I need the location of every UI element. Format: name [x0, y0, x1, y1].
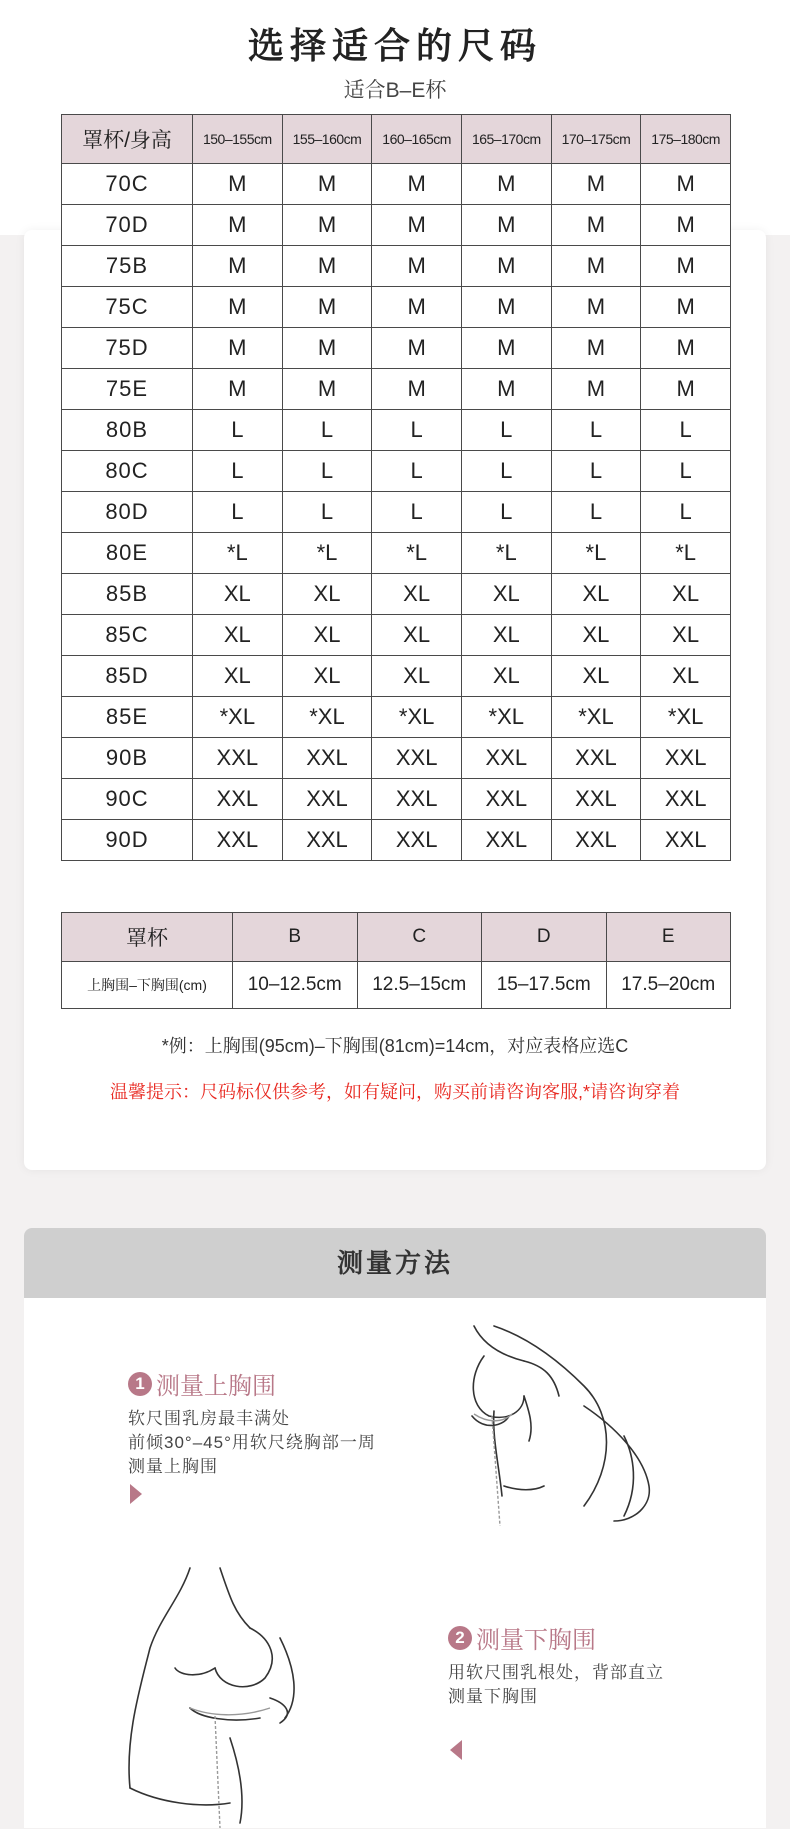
size-cell: M: [282, 328, 372, 369]
size-cell: L: [461, 451, 551, 492]
size-cell: XXL: [372, 820, 462, 861]
cup-size-cell: 75B: [62, 246, 193, 287]
size-cell: M: [372, 205, 462, 246]
size-cell: L: [551, 451, 641, 492]
size-table-row: [62, 738, 731, 779]
cup-header: E: [606, 913, 731, 962]
size-cell: L: [641, 492, 731, 533]
size-cell: M: [282, 287, 372, 328]
size-cell: *XL: [282, 697, 372, 738]
size-cell: M: [372, 287, 462, 328]
measure-header: 测量方法: [24, 1228, 766, 1298]
size-cell: XXL: [461, 820, 551, 861]
size-cell: *L: [461, 533, 551, 574]
step-upper-title: [128, 1366, 376, 1401]
size-cell: L: [461, 492, 551, 533]
measure-card: [24, 1228, 766, 1828]
step-under-line: 测量下胸围: [448, 1687, 538, 1706]
cup-size-cell: 80E: [62, 533, 193, 574]
step-upper-line: 软尺围乳房最丰满处: [128, 1409, 290, 1428]
size-cell: XXL: [372, 779, 462, 820]
size-table-row: [62, 205, 731, 246]
size-cell: *XL: [641, 697, 731, 738]
size-cell: M: [193, 328, 283, 369]
cup-size-cell: 90B: [62, 738, 193, 779]
size-table-row: [62, 574, 731, 615]
size-cell: M: [372, 369, 462, 410]
size-cell: XL: [193, 656, 283, 697]
size-cell: L: [372, 492, 462, 533]
size-cell: XL: [282, 656, 372, 697]
size-cell: XL: [551, 656, 641, 697]
size-cell: *L: [551, 533, 641, 574]
size-cell: XL: [641, 656, 731, 697]
size-cell: XXL: [461, 779, 551, 820]
arrow-left-icon: [450, 1740, 462, 1760]
cup-header: B: [233, 913, 358, 962]
height-header: 155–160cm: [282, 115, 372, 164]
size-cell: L: [551, 410, 641, 451]
size-cell: M: [461, 287, 551, 328]
page-subtitle: 适合B–E杯: [343, 79, 447, 102]
page-title: 选择适合的尺码: [247, 26, 542, 67]
size-cell: M: [282, 246, 372, 287]
size-cell: XL: [641, 615, 731, 656]
size-table-header: [62, 115, 731, 164]
size-cell: L: [372, 451, 462, 492]
size-cell: M: [193, 205, 283, 246]
step-under-line: 用软尺围乳根处，背部直立: [448, 1663, 664, 1682]
size-cell: XL: [551, 615, 641, 656]
size-table-row: [62, 164, 731, 205]
cup-size-cell: 85E: [62, 697, 193, 738]
size-cell: L: [551, 492, 641, 533]
cup-range: 17.5–20cm: [606, 962, 731, 1009]
size-cell: M: [372, 328, 462, 369]
size-cell: XXL: [551, 820, 641, 861]
size-cell: M: [641, 328, 731, 369]
size-table-corner: 罩杯/身高: [62, 115, 193, 164]
size-table-row: [62, 533, 731, 574]
size-table-row: [62, 287, 731, 328]
size-table-row: [62, 820, 731, 861]
cup-size-cell: 85D: [62, 656, 193, 697]
size-cell: M: [193, 369, 283, 410]
size-cell: L: [282, 410, 372, 451]
size-cell: XL: [282, 615, 372, 656]
size-cell: XL: [461, 615, 551, 656]
size-table-row: [62, 779, 731, 820]
height-header: 150–155cm: [193, 115, 283, 164]
size-cell: XL: [551, 574, 641, 615]
step-upper-label: 测量上胸围: [156, 1373, 276, 1400]
cup-table-row: [62, 962, 731, 1009]
step-upper-line: 前倾30°–45°用软尺绕胸部一周: [128, 1433, 376, 1452]
height-header: 160–165cm: [372, 115, 462, 164]
size-cell: *XL: [193, 697, 283, 738]
cup-header: D: [482, 913, 607, 962]
size-cell: *XL: [372, 697, 462, 738]
size-table-row: [62, 369, 731, 410]
step-under-text: [448, 1661, 664, 1709]
cup-range: 12.5–15cm: [357, 962, 482, 1009]
warm-tip: 温馨提示：尺码标仅供参考，如有疑问，购买前请咨询客服,*请咨询穿着: [109, 1082, 680, 1102]
size-cell: XL: [282, 574, 372, 615]
size-cell: M: [551, 328, 641, 369]
step-number-1: 1: [128, 1372, 152, 1396]
step-under-title: [448, 1620, 664, 1655]
example-text: *例：上胸围(95cm)–下胸围(81cm)=14cm，对应表格应选C: [161, 1036, 629, 1056]
size-table-row: [62, 615, 731, 656]
size-cell: M: [461, 328, 551, 369]
size-cell: XXL: [372, 738, 462, 779]
size-cell: L: [641, 410, 731, 451]
cup-size-cell: 80B: [62, 410, 193, 451]
under-bust-illustration: [120, 1558, 320, 1828]
cup-size-cell: 70D: [62, 205, 193, 246]
size-cell: L: [461, 410, 551, 451]
cup-size-cell: 75D: [62, 328, 193, 369]
size-cell: M: [282, 164, 372, 205]
size-cell: XXL: [282, 779, 372, 820]
size-cell: L: [193, 410, 283, 451]
size-cell: M: [193, 246, 283, 287]
cup-size-cell: 85C: [62, 615, 193, 656]
cup-size-cell: 70C: [62, 164, 193, 205]
size-cell: M: [372, 246, 462, 287]
cup-row-label: 上胸围–下胸围(cm): [62, 962, 233, 1009]
size-cell: M: [551, 164, 641, 205]
size-cell: *L: [641, 533, 731, 574]
size-table-row: [62, 492, 731, 533]
size-cell: XXL: [641, 820, 731, 861]
size-table-row: [62, 697, 731, 738]
size-table-row: [62, 246, 731, 287]
size-cell: M: [282, 205, 372, 246]
size-cell: M: [461, 246, 551, 287]
size-cell: XXL: [551, 779, 641, 820]
upper-bust-illustration: [464, 1316, 684, 1526]
size-cell: XXL: [551, 738, 641, 779]
step-upper-bust: [128, 1366, 376, 1479]
size-cell: L: [193, 492, 283, 533]
size-cell: M: [641, 246, 731, 287]
size-cell: M: [461, 369, 551, 410]
size-cell: M: [372, 164, 462, 205]
size-table-row: [62, 328, 731, 369]
height-header: 175–180cm: [641, 115, 731, 164]
size-cell: XXL: [193, 820, 283, 861]
cup-size-cell: 90C: [62, 779, 193, 820]
size-table-row: [62, 410, 731, 451]
cup-size-cell: 90D: [62, 820, 193, 861]
size-cell: XL: [372, 656, 462, 697]
size-table-row: [62, 656, 731, 697]
size-cell: M: [551, 246, 641, 287]
step-upper-line: 测量上胸围: [128, 1457, 218, 1476]
cup-header: C: [357, 913, 482, 962]
size-cell: XXL: [641, 738, 731, 779]
size-cell: L: [372, 410, 462, 451]
arrow-right-icon: [130, 1484, 142, 1504]
size-cell: M: [551, 205, 641, 246]
size-cell: XL: [461, 656, 551, 697]
size-cell: M: [641, 164, 731, 205]
step-number-2: 2: [448, 1626, 472, 1650]
cup-size-cell: 80C: [62, 451, 193, 492]
size-cell: M: [282, 369, 372, 410]
size-cell: *L: [372, 533, 462, 574]
size-cell: XL: [193, 574, 283, 615]
size-cell: XXL: [282, 820, 372, 861]
size-cell: XXL: [641, 779, 731, 820]
cup-size-cell: 75E: [62, 369, 193, 410]
size-table-row: [62, 451, 731, 492]
cup-table-header: [62, 913, 731, 962]
size-cell: *XL: [461, 697, 551, 738]
size-cell: L: [282, 492, 372, 533]
cup-table: [61, 912, 731, 1009]
size-cell: XXL: [193, 738, 283, 779]
size-cell: M: [193, 164, 283, 205]
size-cell: M: [551, 369, 641, 410]
size-cell: L: [193, 451, 283, 492]
height-header: 165–170cm: [461, 115, 551, 164]
size-cell: *XL: [551, 697, 641, 738]
size-cell: *L: [193, 533, 283, 574]
size-cell: XL: [641, 574, 731, 615]
cup-range: 10–12.5cm: [233, 962, 358, 1009]
cup-range: 15–17.5cm: [482, 962, 607, 1009]
cup-size-cell: 80D: [62, 492, 193, 533]
size-cell: XXL: [461, 738, 551, 779]
size-cell: XXL: [282, 738, 372, 779]
size-cell: M: [461, 164, 551, 205]
size-cell: XL: [461, 574, 551, 615]
size-cell: XL: [372, 615, 462, 656]
size-cell: M: [641, 287, 731, 328]
size-cell: *L: [282, 533, 372, 574]
step-under-bust: [448, 1620, 664, 1709]
size-cell: XL: [193, 615, 283, 656]
cup-size-cell: 85B: [62, 574, 193, 615]
size-cell: XXL: [193, 779, 283, 820]
size-cell: L: [641, 451, 731, 492]
step-upper-text: [128, 1407, 376, 1479]
size-cell: M: [551, 287, 641, 328]
step-under-label: 测量下胸围: [476, 1627, 596, 1654]
size-cell: M: [193, 287, 283, 328]
size-cell: XL: [372, 574, 462, 615]
cup-size-cell: 75C: [62, 287, 193, 328]
cup-header-label: 罩杯: [62, 913, 233, 962]
size-cell: L: [282, 451, 372, 492]
size-cell: M: [641, 369, 731, 410]
height-header: 170–175cm: [551, 115, 641, 164]
size-table: [61, 114, 731, 861]
size-cell: M: [461, 205, 551, 246]
size-cell: M: [641, 205, 731, 246]
